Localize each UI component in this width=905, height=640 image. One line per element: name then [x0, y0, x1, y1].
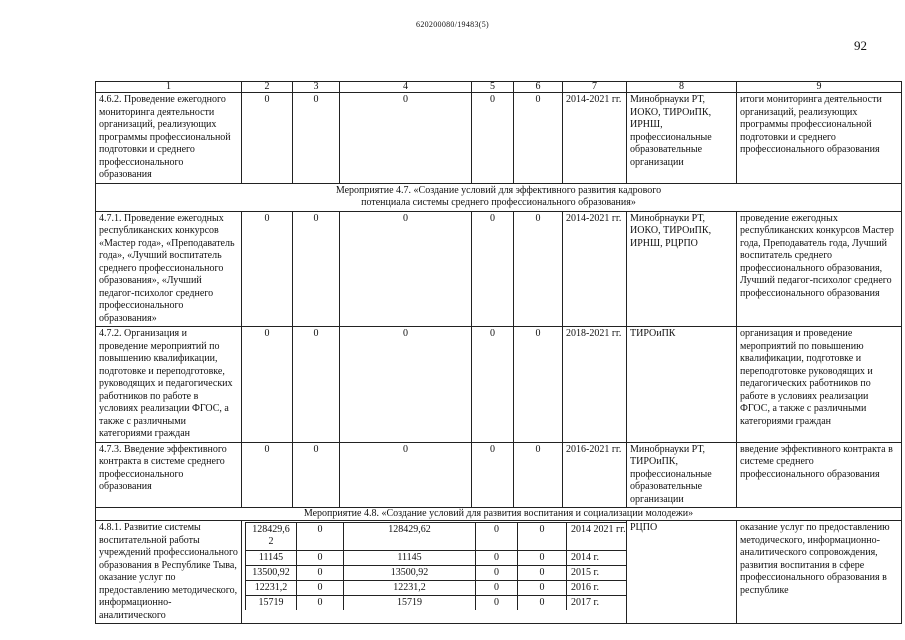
cell-executors: Минобрнауки РТ, ИОКО, ТИРОиПК, ИРНШ, РЦРПО	[627, 211, 737, 327]
year-line	[246, 523, 627, 551]
year-line	[246, 566, 627, 581]
cell-value: 0	[340, 211, 472, 327]
year-line	[246, 581, 627, 596]
section-heading: Мероприятие 4.8. «Создание условий для развития воспитания и социализации молодежи»	[96, 508, 902, 521]
cell-value: 0	[472, 211, 514, 327]
cell-executors: Минобрнауки РТ, ИОКО, ТИРОиПК, ИРНШ, профессиональные образовательные организации	[627, 93, 737, 184]
cell-period: 2014-2021 гг.	[563, 211, 627, 327]
section-row	[96, 183, 902, 211]
cell-value: 0	[514, 211, 563, 327]
cell-value: 0	[518, 581, 567, 596]
cell-result: проведение ежегодных республиканских конкурсов Мастер года, Преподаватель года, Лучший воспитатель среднего профессионального образования, Лучший педагог-психолог среднего профессионального образования	[737, 211, 902, 327]
cell-value: 0	[518, 523, 567, 551]
cell-value: 13500,92	[246, 566, 297, 581]
col-header: 4	[340, 82, 472, 93]
cell-value: 0	[293, 327, 340, 443]
column-numbers-row	[96, 82, 902, 93]
cell-value: 0	[518, 566, 567, 581]
cell-value: 0	[242, 327, 293, 443]
cell-value: 0	[476, 566, 518, 581]
cell-value: 0	[293, 211, 340, 327]
cell-value: 128429,6 2	[246, 523, 297, 551]
cell-result: организация и проведение мероприятий по повышению квалификации, подготовке и переподготовке руководящих и педагогических работников по работе в условиях реализации ФГОС, а также с различными категориями граждан	[737, 327, 902, 443]
cell-value: 15719	[246, 596, 297, 611]
cell-period: 2014-2021 гг.	[563, 93, 627, 184]
document-id: 620200080/19483(5)	[416, 20, 489, 29]
cell-value: 0	[297, 566, 344, 581]
cell-value: 11145	[344, 551, 476, 566]
section-heading-text: Мероприятие 4.7. «Создание условий для эффективного развития кадрового потенциала системы среднего профессионального образования»	[335, 184, 662, 208]
cell-value: 0	[476, 551, 518, 566]
col-header: 8	[627, 82, 737, 93]
table-row	[96, 442, 902, 508]
cell-value: 12231,2	[246, 581, 297, 596]
cell-executors: ТИРОиПК	[627, 327, 737, 443]
measures-table	[95, 81, 902, 624]
col-header: 6	[514, 82, 563, 93]
cell-value: 0	[518, 551, 567, 566]
col-header: 1	[96, 82, 242, 93]
cell-value: 0	[472, 327, 514, 443]
cell-value: 0	[340, 93, 472, 184]
cell-value: 0	[472, 93, 514, 184]
cell-value: 0	[514, 442, 563, 508]
col-header: 2	[242, 82, 293, 93]
cell-value: 0	[476, 523, 518, 551]
cell-value: 11145	[246, 551, 297, 566]
cell-period: 2017 г.	[567, 596, 627, 611]
yearly-breakdown	[242, 521, 627, 624]
cell-value: 15719	[344, 596, 476, 611]
cell-value: 0	[514, 327, 563, 443]
cell-value: 0	[518, 596, 567, 611]
yearly-breakdown-table	[245, 522, 627, 610]
page-number: 92	[854, 38, 867, 53]
year-line	[246, 596, 627, 611]
col-header: 7	[563, 82, 627, 93]
cell-value: 0	[340, 442, 472, 508]
cell-period: 2016-2021 гг.	[563, 442, 627, 508]
measure-name: 4.7.3. Введение эффективного контракта в системе среднего профессионального образования	[96, 442, 242, 508]
measure-name: 4.7.1. Проведение ежегодных республиканских конкурсов «Мастер года», «Преподаватель года», «Лучший воспитатель среднего профессионального образования», «Лучший педагог-психолог среднего профессионального образования»	[96, 211, 242, 327]
cell-value: 12231,2	[344, 581, 476, 596]
cell-value: 0	[242, 442, 293, 508]
col-header: 9	[737, 82, 902, 93]
section-heading	[96, 183, 902, 211]
cell-executors: РЦПО	[627, 521, 737, 624]
measure-name: 4.7.2. Организация и проведение мероприятий по повышению квалификации, подготовке и переподготовке, руководящих и педагогических работников по работе в условиях реализации ФГОС, а также с различными категориями граждан	[96, 327, 242, 443]
measure-name: 4.8.1. Развитие системы воспитательной работы учреждений профессионального образования в Республике Тыва, оказание услуг по предоставлению методического, информационно-аналитического	[96, 521, 242, 624]
cell-value: 0	[297, 551, 344, 566]
measure-name: 4.6.2. Проведение ежегодного мониторинга деятельности организаций, реализующих программы профессиональной подготовки и среднего профессионального образования	[96, 93, 242, 184]
cell-period: 2016 г.	[567, 581, 627, 596]
table-row	[96, 521, 902, 624]
cell-value: 0	[476, 581, 518, 596]
cell-value: 0	[340, 327, 472, 443]
cell-period: 2018-2021 гг.	[563, 327, 627, 443]
cell-period: 2014 г.	[567, 551, 627, 566]
cell-value: 0	[242, 211, 293, 327]
cell-value: 0	[297, 596, 344, 611]
table-row	[96, 211, 902, 327]
cell-value: 0	[293, 93, 340, 184]
col-header: 3	[293, 82, 340, 93]
section-row	[96, 508, 902, 521]
cell-value: 0	[297, 523, 344, 551]
cell-result: оказание услуг по предоставлению методического, информационно-аналитического сопровождения, развития воспитания в сфере профессионального образования в республике	[737, 521, 902, 624]
table-row	[96, 93, 902, 184]
cell-period: 2015 г.	[567, 566, 627, 581]
year-line	[246, 551, 627, 566]
cell-value: 0	[476, 596, 518, 611]
col-header: 5	[472, 82, 514, 93]
cell-value: 0	[514, 93, 563, 184]
cell-value: 0	[297, 581, 344, 596]
table-row	[96, 327, 902, 443]
cell-value: 13500,92	[344, 566, 476, 581]
cell-value: 128429,62	[344, 523, 476, 551]
cell-value: 0	[472, 442, 514, 508]
cell-executors: Минобрнауки РТ, ТИРОиПК, профессиональные образовательные организации	[627, 442, 737, 508]
cell-period: 2014 2021 гг.	[567, 523, 627, 551]
cell-result: итоги мониторинга деятельности организаций, реализующих программы профессиональной подготовки и среднего профессионального образования	[737, 93, 902, 184]
cell-value: 0	[242, 93, 293, 184]
cell-result: введение эффективного контракта в системе среднего профессионального образования	[737, 442, 902, 508]
cell-value: 0	[293, 442, 340, 508]
